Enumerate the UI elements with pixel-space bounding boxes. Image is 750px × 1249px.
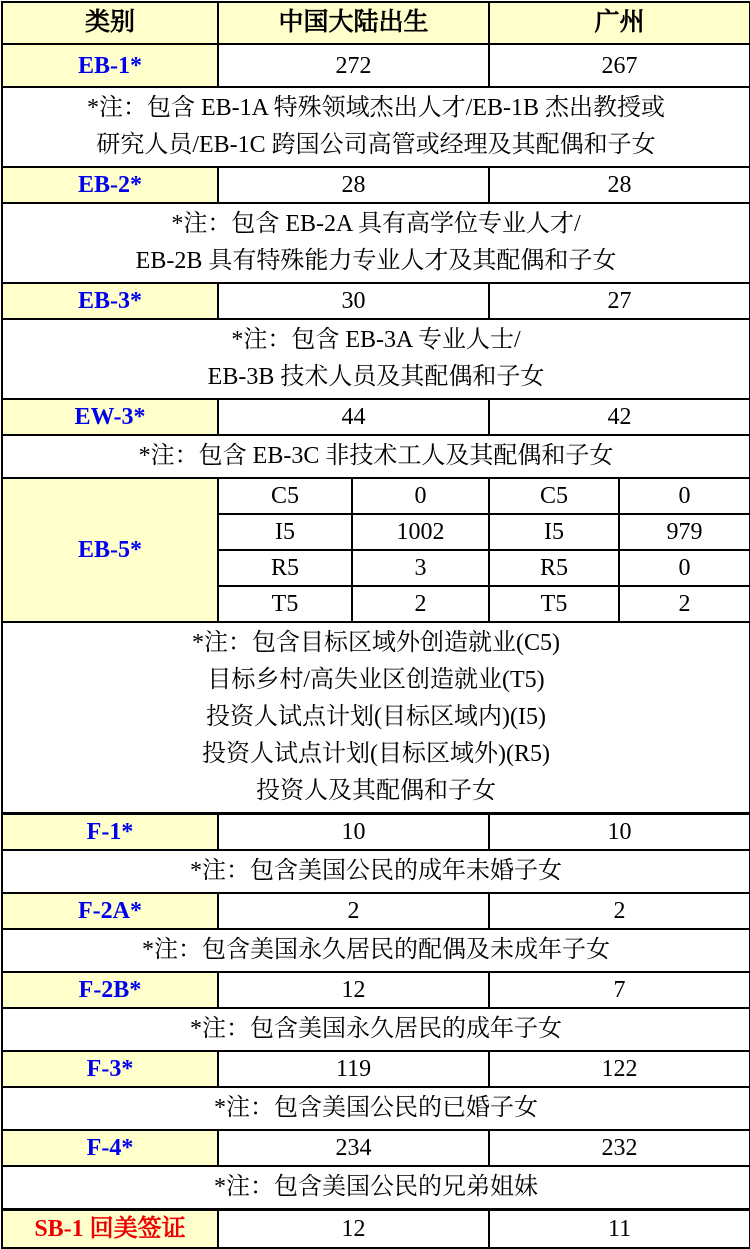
value-guangzhou: 267 bbox=[489, 44, 750, 87]
note-row bbox=[2, 1008, 750, 1051]
note-row bbox=[2, 1166, 750, 1210]
value-mainland: 30 bbox=[218, 283, 489, 319]
category-label: F-2B* bbox=[2, 972, 218, 1008]
eb5-code-guangzhou: I5 bbox=[489, 514, 619, 550]
value-guangzhou: 122 bbox=[489, 1051, 750, 1087]
category-label: F-4* bbox=[2, 1130, 218, 1166]
category-label: F-1* bbox=[2, 814, 218, 851]
table-row bbox=[2, 893, 750, 929]
note-line: EB-2B 具有特殊能力专业人才及其配偶和子女 bbox=[135, 248, 617, 274]
eb5-code-guangzhou: T5 bbox=[489, 586, 619, 622]
eb5-code-mainland: I5 bbox=[218, 514, 352, 550]
category-label: F-3* bbox=[2, 1051, 218, 1087]
table-row bbox=[2, 44, 750, 87]
value-mainland: 10 bbox=[218, 814, 489, 851]
header-mainland-china: 中国大陆出生 bbox=[218, 2, 489, 44]
note-line: *注：包含 EB-3A 专业人士/ bbox=[231, 327, 521, 353]
eb5-value-guangzhou: 0 bbox=[619, 550, 750, 586]
table-row bbox=[2, 1051, 750, 1087]
category-label: EW-3* bbox=[2, 399, 218, 435]
table-row bbox=[2, 283, 750, 319]
note-row bbox=[2, 203, 750, 283]
note-line: *注：包含目标区域外创造就业(C5) bbox=[192, 630, 561, 656]
value-mainland: 2 bbox=[218, 893, 489, 929]
eb5-value-mainland: 2 bbox=[352, 586, 489, 622]
value-mainland: 12 bbox=[218, 1210, 489, 1248]
note-text bbox=[2, 622, 750, 814]
note-line: 投资人试点计划(目标区域外)(R5) bbox=[202, 741, 550, 767]
category-label: EB-2* bbox=[2, 167, 218, 203]
value-guangzhou: 2 bbox=[489, 893, 750, 929]
note-text: *注：包含美国永久居民的成年子女 bbox=[2, 1008, 750, 1051]
note-text: *注：包含 EB-3C 非技术工人及其配偶和子女 bbox=[2, 435, 750, 478]
value-guangzhou: 10 bbox=[489, 814, 750, 851]
header-category: 类别 bbox=[2, 2, 218, 44]
header-row bbox=[2, 2, 750, 44]
table-row bbox=[2, 972, 750, 1008]
eb5-code-guangzhou: R5 bbox=[489, 550, 619, 586]
eb5-value-guangzhou: 0 bbox=[619, 478, 750, 514]
value-guangzhou: 28 bbox=[489, 167, 750, 203]
visa-stats-table bbox=[1, 1, 750, 1249]
note-text bbox=[2, 319, 750, 399]
note-line: *注：包含 EB-2A 具有高学位专业人才/ bbox=[171, 211, 581, 237]
note-text: *注：包含美国公民的已婚子女 bbox=[2, 1087, 750, 1130]
value-mainland: 272 bbox=[218, 44, 489, 87]
eb5-code-mainland: C5 bbox=[218, 478, 352, 514]
table-row bbox=[2, 167, 750, 203]
header-guangzhou: 广州 bbox=[489, 2, 750, 44]
note-line: 投资人及其配偶和子女 bbox=[256, 778, 497, 804]
note-line: 研究人员/EB-1C 跨国公司高管或经理及其配偶和子女 bbox=[96, 132, 656, 158]
note-line: EB-3B 技术人员及其配偶和子女 bbox=[207, 364, 545, 390]
note-line: *注：包含 EB-1A 特殊领域杰出人才/EB-1B 杰出教授或 bbox=[87, 95, 666, 121]
table-row bbox=[2, 399, 750, 435]
note-row bbox=[2, 435, 750, 478]
value-mainland: 44 bbox=[218, 399, 489, 435]
value-guangzhou: 232 bbox=[489, 1130, 750, 1166]
category-label: EB-3* bbox=[2, 283, 218, 319]
value-guangzhou: 42 bbox=[489, 399, 750, 435]
value-mainland: 28 bbox=[218, 167, 489, 203]
note-row bbox=[2, 1087, 750, 1130]
value-mainland: 234 bbox=[218, 1130, 489, 1166]
eb5-subrow bbox=[2, 478, 750, 514]
table-row bbox=[2, 1210, 750, 1248]
note-line: 目标乡村/高失业区创造就业(T5) bbox=[207, 667, 545, 693]
eb5-value-guangzhou: 979 bbox=[619, 514, 750, 550]
note-text bbox=[2, 87, 750, 167]
eb5-value-mainland: 0 bbox=[352, 478, 489, 514]
note-row bbox=[2, 850, 750, 893]
note-text: *注：包含美国公民的成年未婚子女 bbox=[2, 850, 750, 893]
value-guangzhou: 27 bbox=[489, 283, 750, 319]
note-line: 投资人试点计划(目标区域内)(I5) bbox=[206, 704, 546, 730]
note-text: *注：包含美国公民的兄弟姐妹 bbox=[2, 1166, 750, 1210]
value-mainland: 12 bbox=[218, 972, 489, 1008]
eb5-value-mainland: 3 bbox=[352, 550, 489, 586]
eb5-value-guangzhou: 2 bbox=[619, 586, 750, 622]
value-mainland: 119 bbox=[218, 1051, 489, 1087]
note-row bbox=[2, 929, 750, 972]
eb5-code-mainland: T5 bbox=[218, 586, 352, 622]
value-guangzhou: 7 bbox=[489, 972, 750, 1008]
note-row bbox=[2, 87, 750, 167]
eb5-code-guangzhou: C5 bbox=[489, 478, 619, 514]
table-row bbox=[2, 814, 750, 851]
category-label: EB-1* bbox=[2, 44, 218, 87]
category-label: SB-1 回美签证 bbox=[2, 1210, 218, 1248]
category-label: EB-5* bbox=[2, 478, 218, 622]
note-row bbox=[2, 622, 750, 814]
eb5-code-mainland: R5 bbox=[218, 550, 352, 586]
category-label: F-2A* bbox=[2, 893, 218, 929]
note-row bbox=[2, 319, 750, 399]
note-text: *注：包含美国永久居民的配偶及未成年子女 bbox=[2, 929, 750, 972]
value-guangzhou: 11 bbox=[489, 1210, 750, 1248]
note-text bbox=[2, 203, 750, 283]
table-row bbox=[2, 1130, 750, 1166]
eb5-value-mainland: 1002 bbox=[352, 514, 489, 550]
